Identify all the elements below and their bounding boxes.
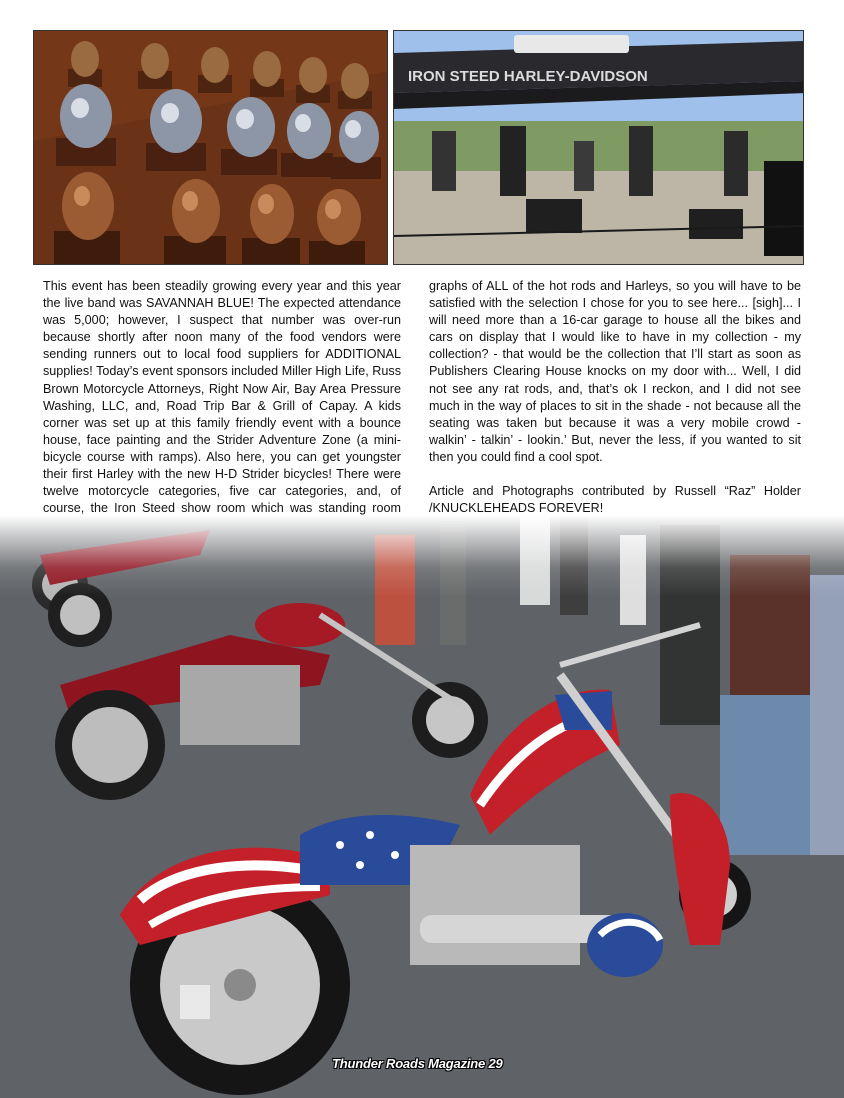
band-stage-illustration	[394, 31, 804, 265]
article-column-left	[43, 278, 401, 551]
trophies-photo	[33, 30, 388, 265]
band-stage-photo	[393, 30, 804, 265]
article-paragraph: This event has been steadily growing every year and this year the live band was SAVANNAH BLUE! The expected attendance was 5,000; however, I suspect that number was over-run because shortly after noon many of the food vendors were sending runners out to local food suppliers for ADDITIONAL supplies! Today’s event sponsors included Miller High Life, Russ Brown Motorcycle Attorneys, Right Now Air, Bay Area Pressure Washing, LLC, and, Road Trip Bar & Grill of Capay. A kids corner was set up at this family friendly event with a bounce house, face painting and the Strider Adventure Zone (a mini-bicycle course with ramps). Also here, you can get youngster their first Harley with the new H-D Strider bicycles! There were twelve motorcycle categories, five car categories, and, of course, the Iron Steed show room which was standing room	[43, 279, 401, 516]
trophies-illustration	[34, 31, 388, 265]
flag-chopper-photo	[0, 515, 844, 1098]
stage-monitor-2	[689, 209, 743, 239]
musician-4	[724, 131, 748, 196]
harley-logo-badge	[514, 35, 629, 53]
musician-1	[432, 131, 456, 191]
article-column-right	[429, 278, 801, 534]
drummer	[574, 141, 594, 191]
musician-3	[629, 126, 653, 196]
page-footer: Thunder Roads Magazine 29	[332, 1056, 503, 1071]
stage-monitor-1	[526, 199, 582, 233]
article-credit: Article and Photographs contributed by Russell “Raz” Holder /KNUCKLEHEADS FOREVER!	[429, 484, 801, 516]
flag-chopper-illustration	[0, 515, 844, 1098]
article-paragraph: graphs of ALL of the hot rods and Harleys, so you will have to be satisfied with the selection I chose for you to see here... [sigh]... I will need more than a 16-car garage to house all the bikes and cars on display that I would like to have in my collection - my collection? - that would be the collection that I’ll start as soon as Publishers Clearing House knocks on my door with... Well, I did not see any rat rods, and, that’s ok I reckon, and I did not see much in the way of places to sit in the shade - not because all the seating was taken but because it was a very mobile crowd - walkin’ - talkin’ - lookin.’ But, never the less, if you wanted to sit then you could find a cool spot.	[429, 279, 801, 464]
tent-banner-text: IRON STEED HARLEY-DAVIDSON	[408, 68, 648, 85]
musician-2	[500, 126, 526, 196]
speaker-stack	[764, 161, 804, 256]
